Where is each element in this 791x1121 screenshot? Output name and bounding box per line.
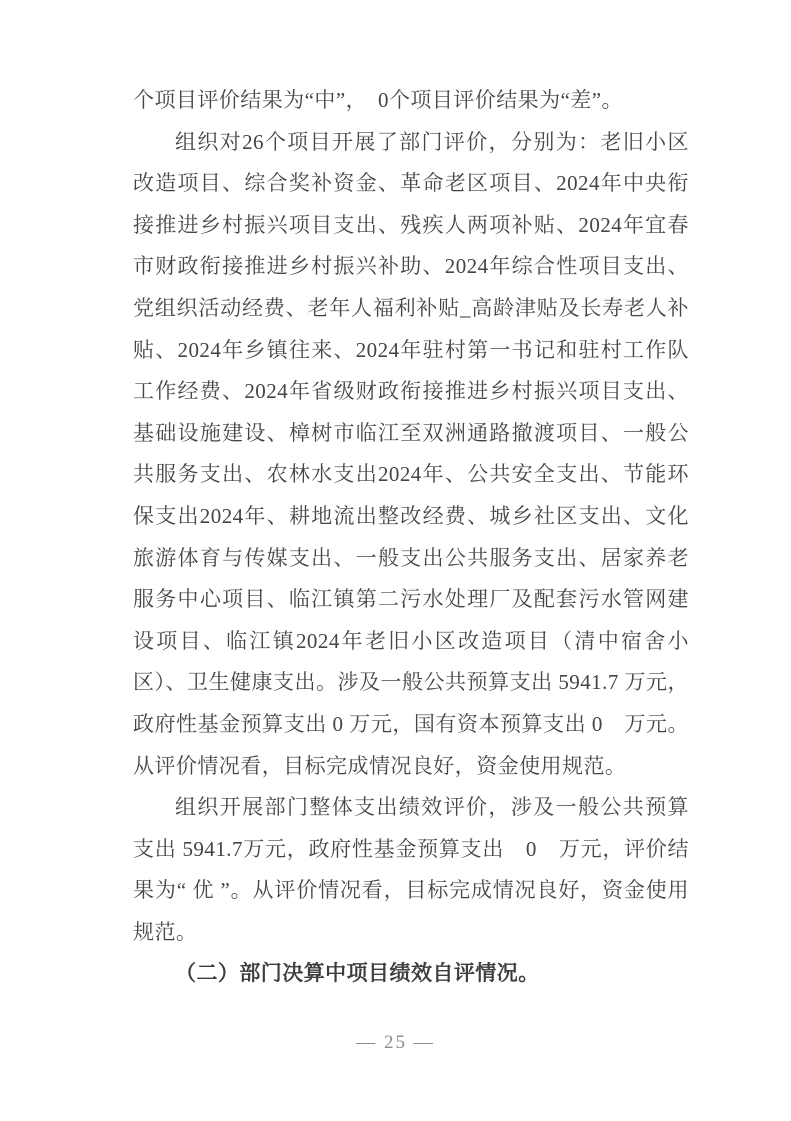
section-heading: （二）部门决算中项目绩效自评情况。 [175,961,540,986]
paragraph-overall-expenditure-evaluation: 组织开展部门整体支出绩效评价，涉及一般公共预算支出 5941.7万元，政府性基金预算支出 0 万元，评价结果为“ 优 ”。从评价情况看，目标完成情况良好，资金使用规范。 [133,795,689,944]
paragraph-carryover: 个项目评价结果为“中”， 0个项目评价结果为“差”。 [133,88,623,112]
document-text-block [133,80,689,995]
paragraph-department-project-evaluation: 组织对26个项目开展了部门评价，分别为：老旧小区改造项目、综合奖补资金、革命老区项目、2024年中央衔接推进乡村振兴项目支出、残疾人两项补贴、2024年宜春市财政衔接推进乡村振兴补助、2024年综合性项目支出、党组织活动经费、老年人福利补贴_高龄津贴及长寿老人补贴、2024年乡镇往来、2024年驻村第一书记和驻村工作队工作经费、2024年省级财政衔接推进乡村振兴项目支出、基础设施建设、樟树市临江至双洲通路撤渡项目、一般公共服务支出、农林水支出2024年、公共安全支出、节能环保支出2024年、耕地流出整改经费、城乡社区支出、文化旅游体育与传媒支出、一般支出公共服务支出、居家养老服务中心项目、临江镇第二污水处理厂及配套污水管网建设项目、临江镇2024年老旧小区改造项目（清中宿舍小区）、卫生健康支出。涉及一般公共预算支出 5941.7 万元，政府性基金预算支出 0 万元，国有资本预算支出 0 万元。从评价情况看，目标完成情况良好，资金使用规范。 [133,129,689,778]
page-number: — 25 — [356,1032,435,1053]
